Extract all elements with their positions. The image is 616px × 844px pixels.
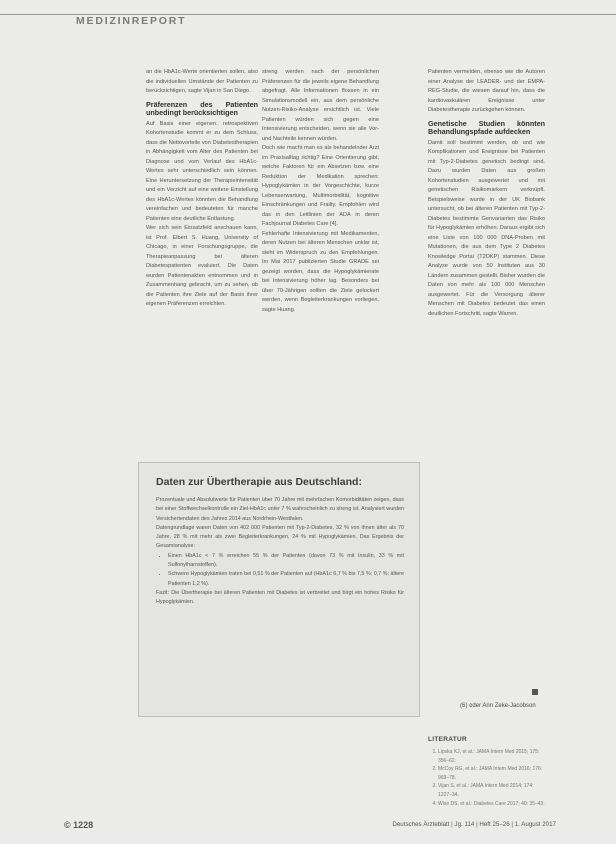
col3-heading: Genetische Studien könnten Behandlungspfade aufdecken	[428, 118, 545, 136]
info-box-bullet-list	[156, 552, 404, 589]
journal-info: Deutsches Ärzteblatt | Jg. 114 | Heft 25–26 | 1. August 2017	[392, 821, 556, 828]
info-box-bullet: • Schwere Hypoglykämien traten bei 0,51 % der Patienten auf (HbA1c 6,7 % bis 7,5 %: 0,7 %; ältere Patienten 1,2 %).	[168, 570, 404, 589]
page-number: © 1228	[64, 820, 94, 830]
info-box-body	[156, 496, 404, 608]
column-1	[146, 68, 258, 310]
info-box-paragraph-3: Fazit: Die Übertherapie bei älteren Patienten mit Diabetes ist verbreitet und birgt ein hohes Risiko für Hypoglykämien.	[156, 589, 404, 606]
info-box-paragraph-2: Datengrundlage waren Daten von 402 000 Patienten mit Typ-2-Diabetes, 32 % von ihnen älter als 70 Jahre, 28 % mit mehr als zwei Begleiterkrankungen, 24 % mit Hypoglykämien. Das Ergebnis der Gesamtanalyse:	[156, 524, 404, 550]
literature-item: 2. McCoy RG, et al.: JAMA Intern Med 2016; 176: 969–78.	[438, 765, 546, 782]
column-3	[428, 68, 545, 319]
info-box-bullet: • Einen HbA1c < 7 % erreichen 55 % der Patienten (davon 73 % mit Insulin, 33 % mit Sulfonylharnstoffen).	[168, 552, 404, 571]
info-box-title: Daten zur Übertherapie aus Deutschland:	[156, 476, 362, 488]
info-box-paragraph-1: Prozentuale und Absolutwerte für Patienten über 70 Jahre mit mehrfachen Komorbiditäten zeigen, dass bei einer Stoffwechselkontrolle ein Ziel-HbA1c unter 7 % wahrscheinlich zu streng ist. Analysiert wurden Versichertendaten des Jahres 2014 aus Nordrhein-Westfalen.	[156, 497, 404, 522]
info-box	[138, 462, 420, 717]
end-mark-icon	[532, 689, 538, 695]
literature-title: LITERATUR	[428, 736, 468, 743]
col2-paragraph-1: streng werden nach der persönlichen Präferenzen für die jeweils eigene Behandlung abgefragt. Alle Informationen flossen in ein Simulationsmodell ein, aus dem persönliche Nutzen-Risiko-Analyse ersichtlich ist. Viele Patienten würden sich gegen eine Intensivierung entscheiden, wenn sie alle Vor- und Nachteile kennen würden.	[262, 69, 379, 142]
col2-paragraph-2: Doch wie macht man es als behandelnder Arzt im Praxisalltag richtig? Eine Orientierung gibt, welche Faktoren für ein Absetzen bzw. eine Reduktion der Medikation sprechen: Hypoglykämien in der Vorgeschichte, kurze Lebenserwartung, Multimorbidität, kognitive Einschränkungen und Frailty. Empfohlen wird das in den Leitlinien der ADA in deren Fachjournal Diabetes Care [4].	[262, 145, 379, 227]
author-credit: (6) oder Ann Zeke-Jacobson	[460, 703, 536, 709]
section-header	[0, 14, 616, 31]
col2-paragraph-3: Fehlerhafte Intensivierung mit Medikamenten, deren Nutzen bei älteren Menschen unklar ist, steht im Widerspruch zu den Empfehlungen. Im Mai 2017 publizierten Studie GRADE sei gezeigt worden, dass die Hypoglykämierate bei Intensivierung höher lag. Besonders bei über 70-Jährigen sollten die Ziele gelockert werden, wenn Begleiterkrankungen vorliegen, sagte Huang.	[262, 230, 379, 313]
col1-paragraph-2: Wer sich sein Einsatzfeld anschauen kann, ist Prof. Elbert S. Huang, University of Chicago, in einer Forschungsgruppe, die Therapieanpassung bei älteren Diabetespatienten evaluiert. Die Daten wurden Patientenakten entnommen und in Zusammenhang gebracht, um zu sehen, ob die Patienten ihre Ziele auf der Basis ihrer eigenen Präferenzen erreichten.	[146, 225, 258, 307]
literature-list	[428, 748, 546, 808]
col1-intro: an die HbA1c-Werte orientierten sollen, also die individuellen Umstände der Patienten zu berücksichtigen, sagte Vijan in San Diego.	[146, 69, 258, 94]
col1-paragraph-1: Auf Basis einer eigenen, retrospektiven Kohortenstudie kommt er zu dem Schluss, dass die Nettovorteile von Diabetestherapien in Abhängigkeit vom Alter des Patienten bei Diagnose und vom Verlauf des HbA1c-Wertes sehr unterschiedlich sein können. Eine Heruntersetzung der Therapieintensität und ein Verzicht auf eine weitere Einstellung des HbA1c-Wertes könnten die Behandlung vereinfachen und bedeuteten für manche Patienten eine deutliche Entlastung.	[146, 120, 258, 222]
literature-item: 1. Lipska KJ, et al.: JAMA Intern Med 2015; 175: 356–62.	[438, 748, 546, 765]
column-2	[262, 68, 379, 315]
col3-paragraph-1: Patienten vermeiden, ebenso wie die Autoren einer Analyse der LEADER- und der EMPA-REG-Studie, die wiesen darauf hin, dass die kardiovaskulären Ereignisse unter Diabetestherapie zurückgehen können.	[428, 69, 545, 113]
page-footer	[0, 820, 616, 836]
literature-item: 4. Wise DS, et al.: Diabetes Care 2017; 40: 35–43.	[438, 800, 546, 809]
col3-paragraph-2: Damit soll bestimmt werden, ob und wie Komplikationen und Ereignisse bei Patienten mit Typ-2-Diabetes genetisch bedingt sind. Dazu wurden Daten aus großen Kohortenstudien ausgewertet und mit genetischen Risikomarkern verknüpft. Beispielsweise wurde in der UK Biobank untersucht, ob bei älteren Patienten mit Typ-2-Diabetes bestimmte Genvarianten das Risiko für Hypoglykämien erhöhen. Daraus ergibt sich eine Liste von 100 000 DNA-Proben mit Mutationen, die aus dem Type 2 Diabetes Knowledge Portal (T2DKP) stammen. Diese Analyse wurde von 50 Instituten aus 30 Ländern zusammen gestellt. Bisher wurden die Daten von mehr als 100 000 Menschen ausgewertet. Für die Versorgung älterer Menschen mit Diabetes bedeutet das einen deutlichen Fortschritt, sagte Warren.	[428, 139, 545, 317]
section-label: MEDIZINREPORT	[76, 15, 187, 27]
literature-item: 3. Vijan S, et al.: JAMA Intern Med 2014; 174: 1227–34.	[438, 782, 546, 799]
col1-heading: Präferenzen des Patienten unbedingt berücksichtigen	[146, 99, 258, 117]
